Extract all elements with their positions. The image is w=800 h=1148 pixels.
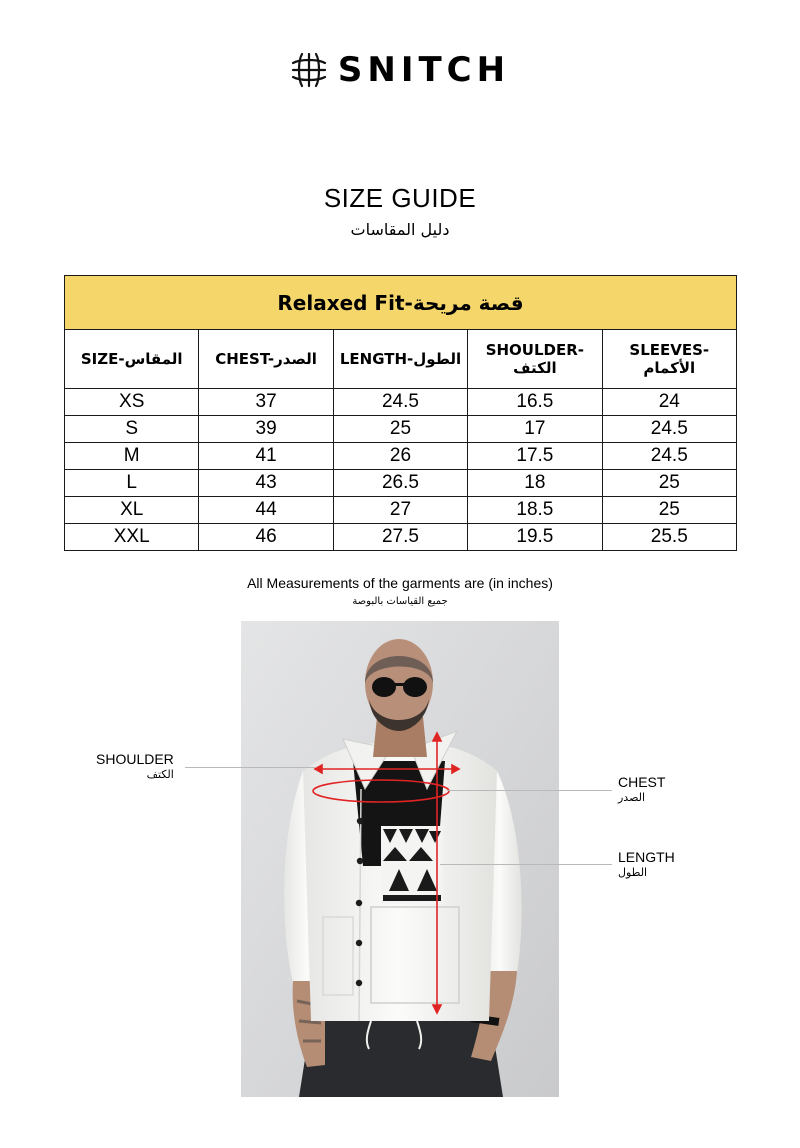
- chest-callout: [618, 774, 665, 804]
- measurement-note: All Measurements of the garments are (in inches): [247, 575, 553, 591]
- cell-chest: 46: [199, 524, 333, 551]
- shoulder-label-arabic: الكتف: [146, 768, 174, 781]
- table-row: [65, 497, 737, 524]
- cell-size: XS: [65, 389, 199, 416]
- shoulder-leader-line: [185, 767, 315, 768]
- table-row: [65, 389, 737, 416]
- page-title: SIZE GUIDE: [323, 183, 477, 213]
- size-table: [64, 275, 737, 551]
- cell-size: S: [65, 416, 199, 443]
- shoulder-callout: [96, 751, 174, 781]
- header-sleeves-ar: الأكمام: [643, 359, 696, 377]
- cell-shoulder: 18.5: [468, 497, 602, 524]
- cell-chest: 41: [199, 443, 333, 470]
- length-leader-line: [440, 864, 612, 865]
- cell-chest: 37: [199, 389, 333, 416]
- header-shoulder: [468, 330, 602, 389]
- header-sleeves-en: SLEEVES-: [629, 341, 710, 359]
- cell-chest: 39: [199, 416, 333, 443]
- hash-grid-icon: [290, 51, 328, 89]
- cell-shoulder: 17: [468, 416, 602, 443]
- header-shoulder-en: SHOULDER-: [485, 341, 585, 359]
- brand-name: SNITCH: [337, 50, 511, 90]
- fit-label: Relaxed Fit-قصة مريحة: [65, 276, 737, 330]
- header-chest: CHEST-الصدر: [199, 330, 333, 389]
- cell-length: 24.5: [333, 389, 467, 416]
- cell-chest: 43: [199, 470, 333, 497]
- cell-sleeves: 24: [602, 389, 736, 416]
- page-title-arabic: دليل المقاسات: [350, 220, 450, 239]
- table-row: [65, 443, 737, 470]
- header-row: [65, 330, 737, 389]
- cell-sleeves: 24.5: [602, 416, 736, 443]
- length-label-arabic: الطول: [618, 866, 648, 879]
- cell-size: XL: [65, 497, 199, 524]
- table-row: [65, 470, 737, 497]
- cell-shoulder: 16.5: [468, 389, 602, 416]
- brand-logo: [0, 50, 800, 90]
- header-sleeves: [602, 330, 736, 389]
- chest-label-arabic: الصدر: [618, 791, 646, 804]
- cell-sleeves: 24.5: [602, 443, 736, 470]
- cell-size: L: [65, 470, 199, 497]
- cell-length: 25: [333, 416, 467, 443]
- cell-length: 26: [333, 443, 467, 470]
- cell-size: M: [65, 443, 199, 470]
- model-photo: [241, 621, 559, 1097]
- header-size: SIZE-المقاس: [65, 330, 199, 389]
- cell-sleeves: 25.5: [602, 524, 736, 551]
- length-label: LENGTH: [618, 849, 675, 865]
- table-row: [65, 524, 737, 551]
- fit-row: [65, 276, 737, 330]
- cell-shoulder: 17.5: [468, 443, 602, 470]
- header-shoulder-ar: الكتف: [513, 359, 557, 377]
- chest-label: CHEST: [618, 774, 666, 790]
- cell-length: 27: [333, 497, 467, 524]
- shoulder-label: SHOULDER: [96, 751, 174, 767]
- table-row: [65, 416, 737, 443]
- header-length: LENGTH-الطول: [333, 330, 467, 389]
- cell-sleeves: 25: [602, 470, 736, 497]
- cell-size: XXL: [65, 524, 199, 551]
- measurement-note-arabic: جميع القياسات بالبوصة: [352, 596, 448, 607]
- length-callout: [618, 849, 675, 879]
- cell-shoulder: 18: [468, 470, 602, 497]
- chest-leader-line: [447, 790, 612, 791]
- cell-chest: 44: [199, 497, 333, 524]
- cell-length: 27.5: [333, 524, 467, 551]
- cell-shoulder: 19.5: [468, 524, 602, 551]
- cell-sleeves: 25: [602, 497, 736, 524]
- cell-length: 26.5: [333, 470, 467, 497]
